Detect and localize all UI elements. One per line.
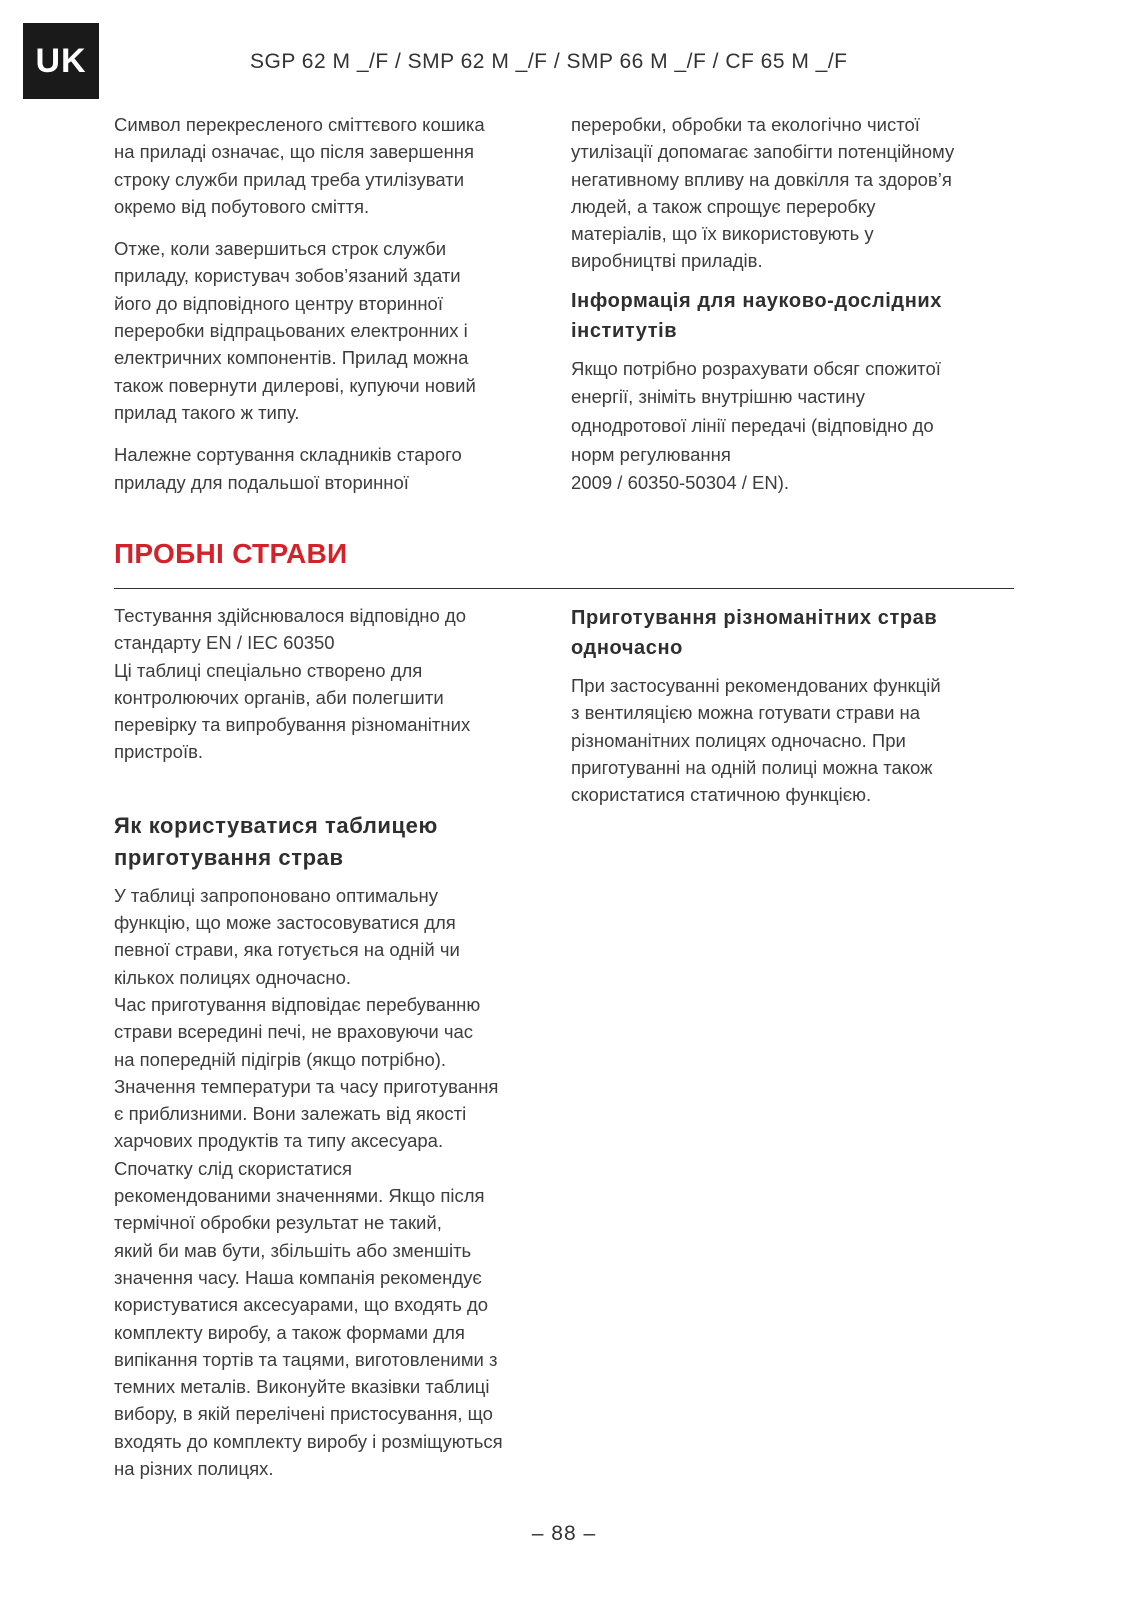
test-right-column [571,603,1011,823]
research-text: Якщо потрібно розрахувати обсяг спожитої енергії, зніміть внутрішню частину однодротової лінії передачі (відповідно до норм регулювання 2009 / 60350-50304 / EN). [571,357,941,494]
page-number: – 88 – [531,1522,597,1545]
section-divider [114,588,1014,589]
research-heading: Інформація для науково-дослідних інститутів [571,289,943,342]
section-title: ПРОБНІ СТРАВИ [114,538,348,569]
disposal-left-column [114,111,542,511]
howto-heading: Як користуватися таблицею приготування страв [114,812,438,870]
simultaneous-text: При застосуванні рекомендованих функцій з вентиляцією можна готувати страви на різноманітних полицях одночасно. При приготуванні на одній полиці можна також скористатися статичною функцією. [571,675,941,806]
disposal-paragraph-2: Отже, коли завершиться строк служби приладу, користувач зобов’язаний здати його до відповідного центру вторинної переробки відпрацьованих електронних і електричних компонентів. Прилад можна також повернути дилерові, купуючи новий прилад такого ж типу. [114,238,476,423]
disposal-paragraph-1: Символ перекресленого сміттєвого кошика на приладі означає, що після завершення строку служби прилад треба утилізувати окремо від побутового сміття. [114,114,485,217]
intro-text: Тестування здійснювалося відповідно до стандарту EN / IEC 60350 Ці таблиці спеціально створено для контролюючих органів, аби полегшити перевірку та випробування різноманітних пристроїв. [114,605,471,763]
simultaneous-heading: Приготування різноманітних страв одночасно [571,607,938,659]
disposal-paragraph-3: Належне сортування складників старого приладу для подальшої вторинної [114,444,462,493]
disposal-paragraph-4: переробки, обробки та екологічно чистої утилізації допомагає запобігти потенційному негативному впливу на довкілля та здоров’я людей, а також спрощує переробку матеріалів, що їх використовують у виробництві приладів. [571,114,955,272]
howto-text: У таблиці запропоновано оптимальну функцію, що може застосовуватися для певної страви, яка готується на одній чи кількох полицях одночасно. Час приготування відповідає перебуванню страви всередині печі, не враховуючи час на попередній підігрів (якщо потрібно). Значення температури та часу приготування є приблизними. Вони залежать від якості харчових продуктів та типу аксесуара. Спочатку слід скористатися рекомендованими значеннями. Якщо після термічної обробки результат не такий, який би мав бути, збільшіть або зменшіть значення часу. Наша компанія рекомендує користуватися аксесуарами, що входять до комплекту виробу, а також формами для випікання тортів та тацями, виготовленими з темних металів. Виконуйте вказівки таблиці вибору, в якій перелічені пристосування, що входять до комплекту виробу і розміщуються на різних полицях. [114,884,503,1480]
test-left-column [114,602,542,1497]
disposal-right-column [571,111,1011,513]
language-badge: UK [23,23,99,99]
model-numbers: SGP 62 M _/F / SMP 62 M _/F / SMP 66 M _/F / CF 65 M _/F [250,50,848,73]
